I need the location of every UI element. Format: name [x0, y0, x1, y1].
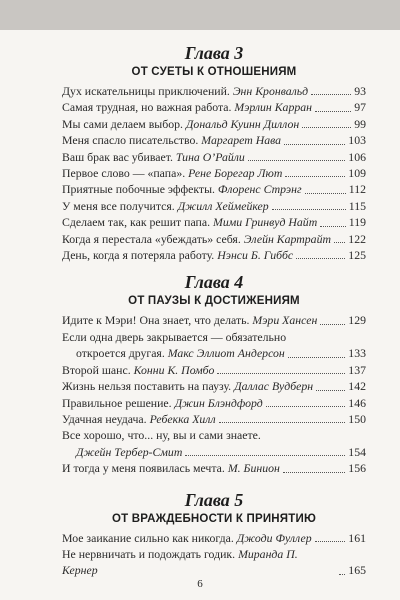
- chapter-title: Глава 5: [184, 489, 244, 510]
- page-number: 6: [197, 578, 203, 590]
- chapter-subtitle: ОТ СУЕТЫ К ОТНОШЕНИЯМ: [131, 66, 297, 78]
- chapter-3: [62, 42, 366, 263]
- toc-entry[interactable]: Правильное решение. Джин Блэндфорд 146: [62, 395, 366, 410]
- toc-entry[interactable]: Когда я перестала «убеждать» себя. Элейн Картрайт 122: [62, 231, 366, 246]
- table-of-contents: [62, 40, 366, 579]
- toc-entry[interactable]: Мы сами делаем выбор. Дональд Куинн Диллон 99: [62, 116, 366, 131]
- toc-entry[interactable]: Дух искательницы приключений. Энн Кронвальд 93: [62, 84, 366, 98]
- toc-list: [62, 312, 366, 476]
- chapter-4: [62, 271, 366, 476]
- toc-entry[interactable]: Идите к Мэри! Она знает, что делать. Мэри Хансен 129: [62, 313, 366, 328]
- toc-entry[interactable]: Все хорошо, что... ну, вы и сами знаете. Джейн Тербер-Смит 154: [62, 428, 366, 459]
- toc-entry[interactable]: Второй шанс. Конни К. Помбо 137: [62, 362, 366, 377]
- toc-entry[interactable]: Меня спасло писательство. Маргарет Нава 103: [62, 133, 366, 148]
- toc-entry[interactable]: Удачная неудача. Ребекка Хилл 150: [62, 411, 366, 426]
- previous-page-strip: [0, 0, 400, 30]
- chapter-title: Глава 4: [184, 272, 244, 293]
- toc-entry[interactable]: Ваш брак вас убивает. Тина О’Райли 106: [62, 149, 366, 164]
- chapter-subtitle: ОТ ВРАЖДЕБНОСТИ К ПРИНЯТИЮ: [111, 512, 317, 525]
- toc-entry[interactable]: Сделаем так, как решит папа. Мими Гринвуд Найт 119: [62, 215, 366, 230]
- toc-entry[interactable]: У меня все получится. Джилл Хеймейкер 115: [62, 198, 366, 213]
- toc-entry[interactable]: Самая трудная, но важная работа. Мэрлин Карран 97: [62, 100, 366, 115]
- toc-entry[interactable]: Если одна дверь закрывается — обязательно откроется другая. Макс Эллиот Андерсон 133: [62, 329, 366, 361]
- chapter-5: [62, 489, 366, 579]
- toc-entry[interactable]: И тогда у меня появилась мечта. М. Бинион 156: [62, 461, 366, 476]
- toc-entry[interactable]: Приятные побочные эффекты. Флоренс Стрэнг 112: [62, 182, 366, 197]
- toc-entry[interactable]: Не нервничать и подождать годик. Миранда П. Кернер 165: [62, 546, 366, 578]
- toc-entry[interactable]: День, когда я потеряла работу. Нэнси Б. Гиббс 125: [62, 248, 366, 263]
- toc-entry[interactable]: Мое заикание сильно как никогда. Джоди Фуллер 161: [62, 530, 366, 545]
- toc-list: [62, 83, 366, 263]
- chapter-subtitle: ОТ ПАУЗЫ К ДОСТИЖЕНИЯМ: [128, 295, 300, 308]
- toc-list: [62, 530, 366, 579]
- chapter-title: Глава 3: [184, 43, 244, 63]
- toc-entry[interactable]: Первое слово — «папа». Рене Борегар Лют 109: [62, 166, 366, 181]
- toc-entry[interactable]: Жизнь нельзя поставить на паузу. Даллас Вудберн 142: [62, 379, 366, 394]
